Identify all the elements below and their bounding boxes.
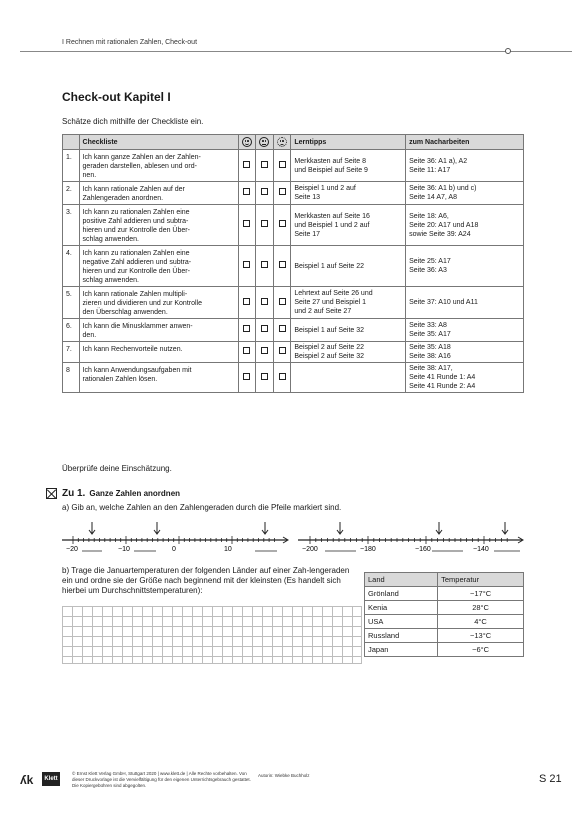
tick-label: −140: [473, 546, 489, 553]
tip-line: und 2 auf Seite 27: [294, 308, 352, 315]
col-happy: [238, 135, 256, 150]
review-cell: [406, 319, 524, 342]
rating-cell-unsure: [273, 287, 291, 319]
rating-checkbox-happy[interactable]: [243, 347, 250, 354]
temperature-table: [364, 572, 524, 657]
row-number: 1.: [63, 150, 80, 182]
lerntipp-cell: [291, 205, 406, 246]
item-line: rationalen Zahlen lösen.: [82, 376, 158, 383]
graph-paper-grid[interactable]: [62, 606, 362, 664]
header-dot: [505, 48, 511, 54]
page-title: Check-out Kapitel I: [62, 90, 171, 104]
review-line: Seite 11: A17: [409, 166, 451, 174]
col-temperatur: Temperatur: [438, 573, 524, 587]
rating-checkbox-neutral[interactable]: [261, 220, 268, 227]
review-cell: [406, 363, 524, 393]
checklist-body: [63, 150, 524, 393]
rating-checkbox-unsure[interactable]: [279, 161, 286, 168]
tick-label: −160: [415, 546, 431, 553]
rating-cell-unsure: [273, 182, 291, 205]
country-cell: Russland: [365, 629, 438, 643]
lerntipp-cell: [291, 246, 406, 287]
col-unsure: [273, 135, 291, 150]
rating-checkbox-unsure[interactable]: [279, 325, 286, 332]
item-line: Ich kann Anwendungsaufgaben mit: [82, 367, 192, 374]
table-row: [365, 629, 524, 643]
row-number: 8: [63, 363, 80, 393]
number-line-1: [62, 518, 292, 558]
tip-line: Seite 17: [294, 230, 321, 238]
rating-cell-happy: [238, 150, 256, 182]
review-cell: [406, 246, 524, 287]
klett-logo: [20, 772, 60, 786]
checklist-item: [79, 246, 238, 287]
happy-face-icon: [242, 137, 252, 147]
rating-checkbox-happy[interactable]: [243, 373, 250, 380]
rating-checkbox-neutral[interactable]: [261, 261, 268, 268]
temperature-cell: 28°C: [438, 601, 524, 615]
rating-checkbox-neutral[interactable]: [261, 373, 268, 380]
running-header: I Rechnen mit rationalen Zahlen, Check-out: [62, 39, 198, 46]
tip-line: Seite 27 und Beispiel 1: [294, 299, 366, 306]
tip-line: Beispiel 2 auf Seite 32: [294, 353, 365, 360]
review-line: Seite 41 Runde 1: A4: [409, 374, 476, 381]
rating-cell-happy: [238, 342, 256, 363]
table-row: [365, 643, 524, 657]
review-cell: [406, 287, 524, 319]
neutral-face-icon: [259, 137, 269, 147]
tip-line: Beispiel 1 auf Seite 32: [294, 326, 365, 334]
temperature-cell: 4°C: [438, 615, 524, 629]
col-number: [63, 135, 80, 150]
arrow-marker: [262, 522, 268, 534]
rating-checkbox-unsure[interactable]: [279, 298, 286, 305]
checklist-item: [79, 363, 238, 393]
review-cell: [406, 342, 524, 363]
table-row: [63, 182, 524, 205]
rating-cell-happy: [238, 182, 256, 205]
checklist-item: [79, 319, 238, 342]
item-line: Ich kann zu rationalen Zahlen eine: [82, 209, 190, 216]
tip-line: Beispiel 1 und 2 auf: [294, 185, 356, 192]
tick-label: −200: [302, 546, 318, 553]
item-line: Ich kann rationale Zahlen multipli-: [82, 291, 188, 298]
checklist-item: [79, 150, 238, 182]
rating-cell-unsure: [273, 342, 291, 363]
item-line: Ich kann Rechenvorteile nutzen.: [82, 346, 183, 353]
rating-cell-unsure: [273, 363, 291, 393]
item-line: den Überschlag anwenden.: [82, 309, 168, 316]
rating-cell-neutral: [256, 363, 274, 393]
item-line: schlag anwenden.: [82, 236, 139, 243]
lerntipp-cell: [291, 182, 406, 205]
table-row: [365, 601, 524, 615]
rating-checkbox-unsure[interactable]: [279, 220, 286, 227]
review-line: Seite 41 Runde 2: A4: [409, 383, 476, 390]
copyright-notice: © Ernst Klett Verlag GmbH, Stuttgart 2020 | www.klett.de | Alle Rechte vorbehalten. Von dieser Druckvorlage ist die Vervielfältigung für den eigenen Unterrichtsgebrauch gestattet. Die Kopiergebühren sind abgegolten.: [72, 771, 251, 788]
tip-line: Lehrtext auf Seite 26 und: [294, 290, 373, 297]
rating-checkbox-unsure[interactable]: [279, 373, 286, 380]
item-line: zieren und dividieren und zur Kontrolle: [82, 300, 202, 307]
item-line: negative Zahl addieren und subtra-: [82, 259, 192, 266]
item-line: Ich kann zu rationalen Zahlen eine: [82, 250, 190, 257]
section-number: Zu 1.: [62, 488, 86, 499]
review-line: Seite 20: A17 und A18: [409, 221, 479, 229]
rating-cell-neutral: [256, 205, 274, 246]
table-row: [365, 615, 524, 629]
rating-checkbox-neutral[interactable]: [261, 347, 268, 354]
rating-cell-happy: [238, 205, 256, 246]
review-line: Seite 25: A17: [409, 258, 451, 265]
temperature-header-row: [365, 573, 524, 587]
rating-cell-happy: [238, 319, 256, 342]
row-number: 3.: [63, 205, 80, 246]
checklist-item: [79, 205, 238, 246]
rating-checkbox-neutral[interactable]: [261, 325, 268, 332]
checklist-item: [79, 287, 238, 319]
tick-label: −180: [360, 546, 376, 553]
lerntipp-cell: [291, 287, 406, 319]
tick-label: 10: [224, 546, 232, 553]
checklist-table: [62, 134, 524, 393]
row-number: 7.: [63, 342, 80, 363]
col-neutral: [256, 135, 274, 150]
checklist-header-row: [63, 135, 524, 150]
temperature-cell: −6°C: [438, 643, 524, 657]
tip-line: Merkkasten auf Seite 8: [294, 157, 366, 165]
item-line: hieren und zur Kontrolle den Über-: [82, 268, 190, 275]
header-divider: [20, 51, 572, 52]
review-line: Seite 38: A16: [409, 353, 451, 360]
review-line: Seite 36: A3: [409, 267, 447, 274]
tip-line: und Beispiel auf Seite 9: [294, 166, 368, 174]
lerntipp-cell: [291, 319, 406, 342]
tick-label: −20: [66, 546, 78, 553]
country-cell: USA: [365, 615, 438, 629]
review-line: Seite 35: A17: [409, 331, 451, 338]
task-checkbox-icon: [46, 488, 57, 499]
number-line-2: [298, 518, 526, 558]
tip-line: und Beispiel 1 und 2 auf: [294, 221, 370, 229]
rating-cell-neutral: [256, 342, 274, 363]
col-checkliste: Checkliste: [79, 135, 238, 150]
arrow-marker: [337, 522, 343, 534]
check-instruction: Überprüfe deine Einschätzung.: [62, 464, 172, 473]
review-line: Seite 33: A8: [409, 322, 447, 329]
review-line: Seite 35: A18: [409, 344, 451, 351]
col-lerntipps: Lerntipps: [291, 135, 406, 150]
lerntipp-cell: [291, 363, 406, 393]
arrow-marker: [436, 522, 442, 534]
page-number: S 21: [539, 773, 562, 785]
rating-checkbox-happy[interactable]: [243, 220, 250, 227]
review-line: sowie Seite 39: A24: [409, 230, 471, 238]
rating-cell-unsure: [273, 150, 291, 182]
rating-cell-happy: [238, 363, 256, 393]
arrow-marker: [154, 522, 160, 534]
arrow-marker: [502, 522, 508, 534]
tip-line: Beispiel 1 auf Seite 22: [294, 262, 365, 270]
author-credit: Autorin: Wiebke Buchholz: [258, 773, 310, 778]
rating-cell-neutral: [256, 182, 274, 205]
section-heading: [62, 488, 180, 499]
rating-checkbox-neutral[interactable]: [261, 188, 268, 195]
task-a-text: a) Gib an, welche Zahlen an den Zahlengeraden durch die Pfeile markiert sind.: [62, 503, 342, 512]
rating-checkbox-happy[interactable]: [243, 188, 250, 195]
logo-wordmark: Klett: [42, 772, 60, 786]
rating-cell-neutral: [256, 287, 274, 319]
task-b-text: b) Trage die Januartemperaturen der folgenden Länder auf einer Zah-lengeraden ein und ordne sie der Größe nach beginnend mit der kleinsten (Es handelt sich hierbei um Durchschnittstemperaturen):: [62, 566, 350, 595]
review-line: Seite 36: A1 a), A2: [409, 157, 468, 165]
review-cell: [406, 205, 524, 246]
tip-line: Merkkasten auf Seite 16: [294, 212, 370, 220]
table-row: [63, 342, 524, 363]
checklist-item: [79, 342, 238, 363]
item-line: Zahlengeraden anordnen.: [82, 195, 164, 202]
rating-cell-neutral: [256, 319, 274, 342]
temperature-cell: −17°C: [438, 587, 524, 601]
rating-cell-neutral: [256, 150, 274, 182]
country-cell: Kenia: [365, 601, 438, 615]
unsure-face-icon: [277, 137, 287, 147]
logo-mark-icon: ʎk: [20, 773, 34, 787]
checklist-item: [79, 182, 238, 205]
rating-checkbox-happy[interactable]: [243, 325, 250, 332]
item-line: schlag anwenden.: [82, 277, 139, 284]
item-line: nen.: [82, 172, 97, 179]
item-line: Ich kann rationale Zahlen auf der: [82, 186, 185, 193]
table-row: [63, 205, 524, 246]
rating-cell-happy: [238, 287, 256, 319]
row-number: 4.: [63, 246, 80, 287]
lerntipp-cell: [291, 150, 406, 182]
country-cell: Japan: [365, 643, 438, 657]
lerntipp-cell: [291, 342, 406, 363]
table-row: [63, 319, 524, 342]
item-line: Ich kann die Minusklammer anwen-: [82, 323, 193, 330]
review-line: Seite 18: A6,: [409, 212, 449, 220]
col-nacharbeiten: zum Nacharbeiten: [406, 135, 524, 150]
col-land: Land: [365, 573, 438, 587]
rating-checkbox-neutral[interactable]: [261, 298, 268, 305]
row-number: 5.: [63, 287, 80, 319]
rating-checkbox-neutral[interactable]: [261, 161, 268, 168]
rating-cell-neutral: [256, 246, 274, 287]
review-line: Seite 38: A17,: [409, 365, 453, 372]
item-line: Ich kann ganze Zahlen an der Zahlen-: [82, 154, 201, 161]
section-subtitle: Ganze Zahlen anordnen: [89, 489, 181, 498]
item-line: den.: [82, 332, 97, 339]
review-line: Seite 14 A7, A8: [409, 194, 457, 201]
review-line: Seite 37: A10 und A11: [409, 299, 478, 306]
row-number: 2.: [63, 182, 80, 205]
tip-line: Seite 13: [294, 194, 321, 201]
rating-cell-happy: [238, 246, 256, 287]
table-row: [63, 246, 524, 287]
rating-cell-unsure: [273, 246, 291, 287]
item-line: geraden darstellen, ablesen und ord-: [82, 163, 197, 170]
tick-label: 0: [172, 546, 176, 553]
review-cell: [406, 150, 524, 182]
rating-checkbox-happy[interactable]: [243, 161, 250, 168]
country-cell: Grönland: [365, 587, 438, 601]
arrow-marker: [89, 522, 95, 534]
review-cell: [406, 182, 524, 205]
rating-cell-unsure: [273, 319, 291, 342]
rating-checkbox-unsure[interactable]: [279, 188, 286, 195]
item-line: positive Zahl addieren und subtra-: [82, 218, 189, 225]
tick-label: −10: [118, 546, 130, 553]
tip-line: Beispiel 2 auf Seite 22: [294, 344, 365, 351]
row-number: 6.: [63, 319, 80, 342]
review-line: Seite 36: A1 b) und c): [409, 185, 477, 192]
rating-checkbox-happy[interactable]: [243, 261, 250, 268]
table-row: [63, 287, 524, 319]
table-row: [63, 150, 524, 182]
rating-checkbox-happy[interactable]: [243, 298, 250, 305]
intro-text: Schätze dich mithilfe der Checkliste ein.: [62, 117, 204, 126]
rating-cell-unsure: [273, 205, 291, 246]
item-line: hieren und zur Kontrolle den Über-: [82, 227, 190, 234]
temperature-cell: −13°C: [438, 629, 524, 643]
table-row: [365, 587, 524, 601]
rating-checkbox-unsure[interactable]: [279, 261, 286, 268]
table-row: [63, 363, 524, 393]
rating-checkbox-unsure[interactable]: [279, 347, 286, 354]
